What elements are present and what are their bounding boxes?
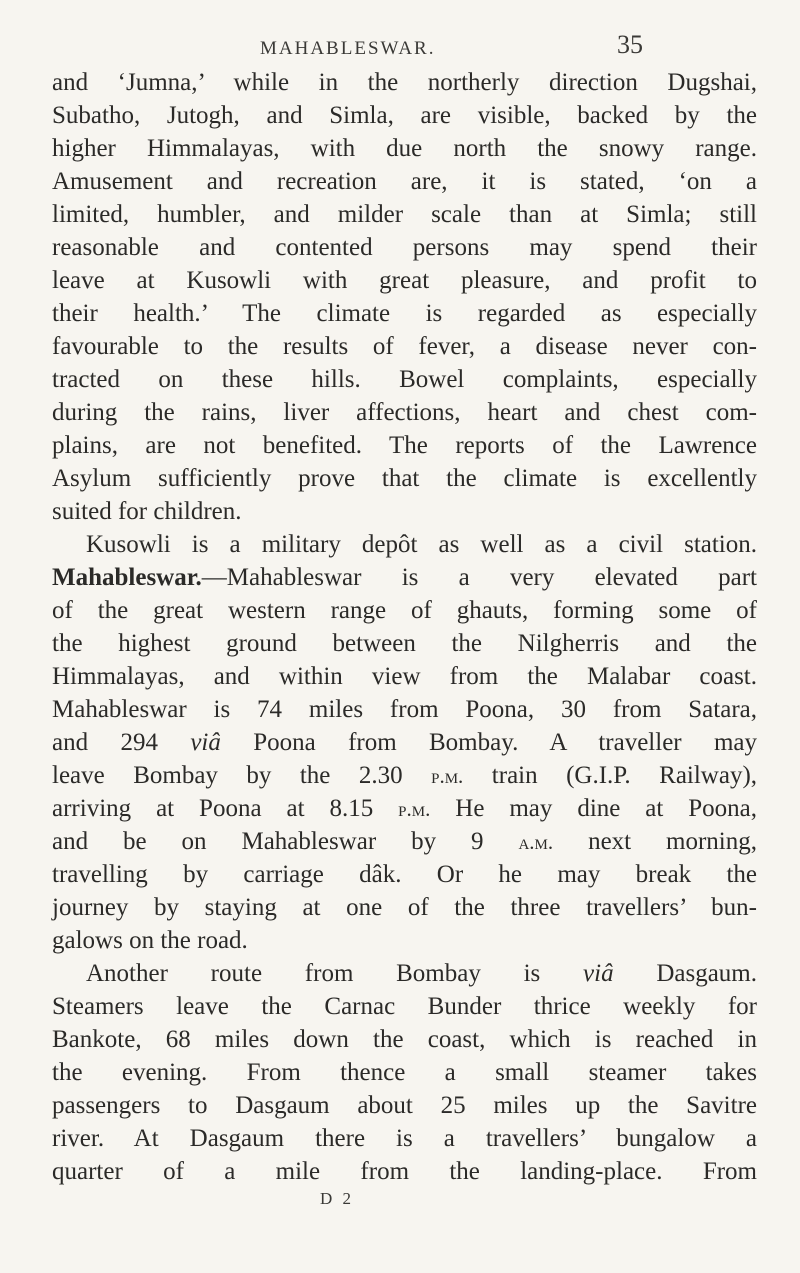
text-segment: arriving at Poona at 8.15 — [52, 795, 374, 822]
text-line: Subatho, Jutogh, and Simla, are visible, backed by the — [52, 102, 757, 129]
text-line: Asylum sufficiently prove that the climate is excellently — [52, 465, 757, 492]
text-segment: leave Bombay by the 2.30 — [52, 762, 403, 789]
text-segment: Dasgaum. — [656, 960, 757, 987]
body-text — [52, 66, 757, 1188]
text-line: journey by staying at one of the three travellers’ bun- — [52, 894, 757, 921]
page-number: 35 — [617, 30, 643, 59]
text-line: passengers to Dasgaum about 25 miles up the Savitre — [52, 1092, 757, 1119]
text-line: river. At Dasgaum there is a travellers’ bungalow a — [52, 1125, 757, 1152]
text-line: Steamers leave the Carnac Bunder thrice weekly for — [52, 993, 757, 1020]
text-segment: Another route from Bombay is — [86, 960, 541, 987]
text-line: quarter of a mile from the landing-place. From — [52, 1158, 757, 1185]
text-segment: train (G.I.P. Railway), — [491, 762, 758, 789]
text-line: plains, are not benefited. The reports of the Lawrence — [52, 432, 757, 459]
text-segment: He may dine at Poona, — [455, 795, 758, 822]
time-abbrev: p.m. — [398, 797, 431, 821]
text-segment: —Mahableswar is a very elevated part — [201, 564, 757, 591]
text-line: Kusowli is a military depôt as well as a civil station. — [86, 531, 757, 558]
text-line: galows on the road. — [52, 927, 248, 954]
text-line — [52, 825, 757, 858]
section-line — [52, 561, 757, 594]
text-line: during the rains, liver affections, heart and chest com- — [52, 399, 757, 426]
italic-word: viâ — [190, 729, 221, 756]
text-line: travelling by carriage dâk. Or he may break the — [52, 861, 757, 888]
text-segment: and be on Mahableswar by 9 — [52, 828, 484, 855]
text-line: and ‘Jumna,’ while in the northerly direction Dugshai, — [52, 69, 757, 96]
text-line: higher Himmalayas, with due north the snowy range. — [52, 135, 757, 162]
text-line: favourable to the results of fever, a disease never con- — [52, 333, 757, 360]
text-segment: and 294 — [52, 729, 158, 756]
text-line: leave at Kusowli with great pleasure, and profit to — [52, 267, 757, 294]
time-abbrev: p.m. — [431, 764, 464, 788]
text-line: their health.’ The climate is regarded as especially — [52, 300, 757, 327]
text-line: Bankote, 68 miles down the coast, which is reached in — [52, 1026, 757, 1053]
text-line — [52, 957, 757, 990]
text-line: reasonable and contented persons may spend their — [52, 234, 757, 261]
text-line: Himmalayas, and within view from the Malabar coast. — [52, 663, 757, 690]
time-abbrev: a.m. — [518, 830, 554, 854]
text-line: tracted on these hills. Bowel complaints, especially — [52, 366, 757, 393]
section-heading: Mahableswar. — [52, 564, 202, 591]
text-line: Amusement and recreation are, it is stated, ‘on a — [52, 168, 757, 195]
text-line: the evening. From thence a small steamer takes — [52, 1059, 757, 1086]
text-line — [52, 726, 757, 759]
text-line: limited, humbler, and milder scale than at Simla; still — [52, 201, 757, 228]
text-line: the highest ground between the Nilgherris and the — [52, 630, 757, 657]
signature-mark: D 2 — [320, 1189, 355, 1208]
text-line — [52, 792, 757, 825]
text-line: of the great western range of ghauts, forming some of — [52, 597, 757, 624]
text-segment: Poona from Bombay. A traveller may — [253, 729, 758, 756]
italic-word: viâ — [583, 960, 614, 987]
text-segment: next morning, — [588, 828, 758, 855]
text-line — [52, 759, 757, 792]
running-head: MAHABLESWAR. — [260, 38, 436, 59]
text-line: suited for children. — [52, 498, 242, 525]
text-line: Mahableswar is 74 miles from Poona, 30 from Satara, — [52, 696, 757, 723]
